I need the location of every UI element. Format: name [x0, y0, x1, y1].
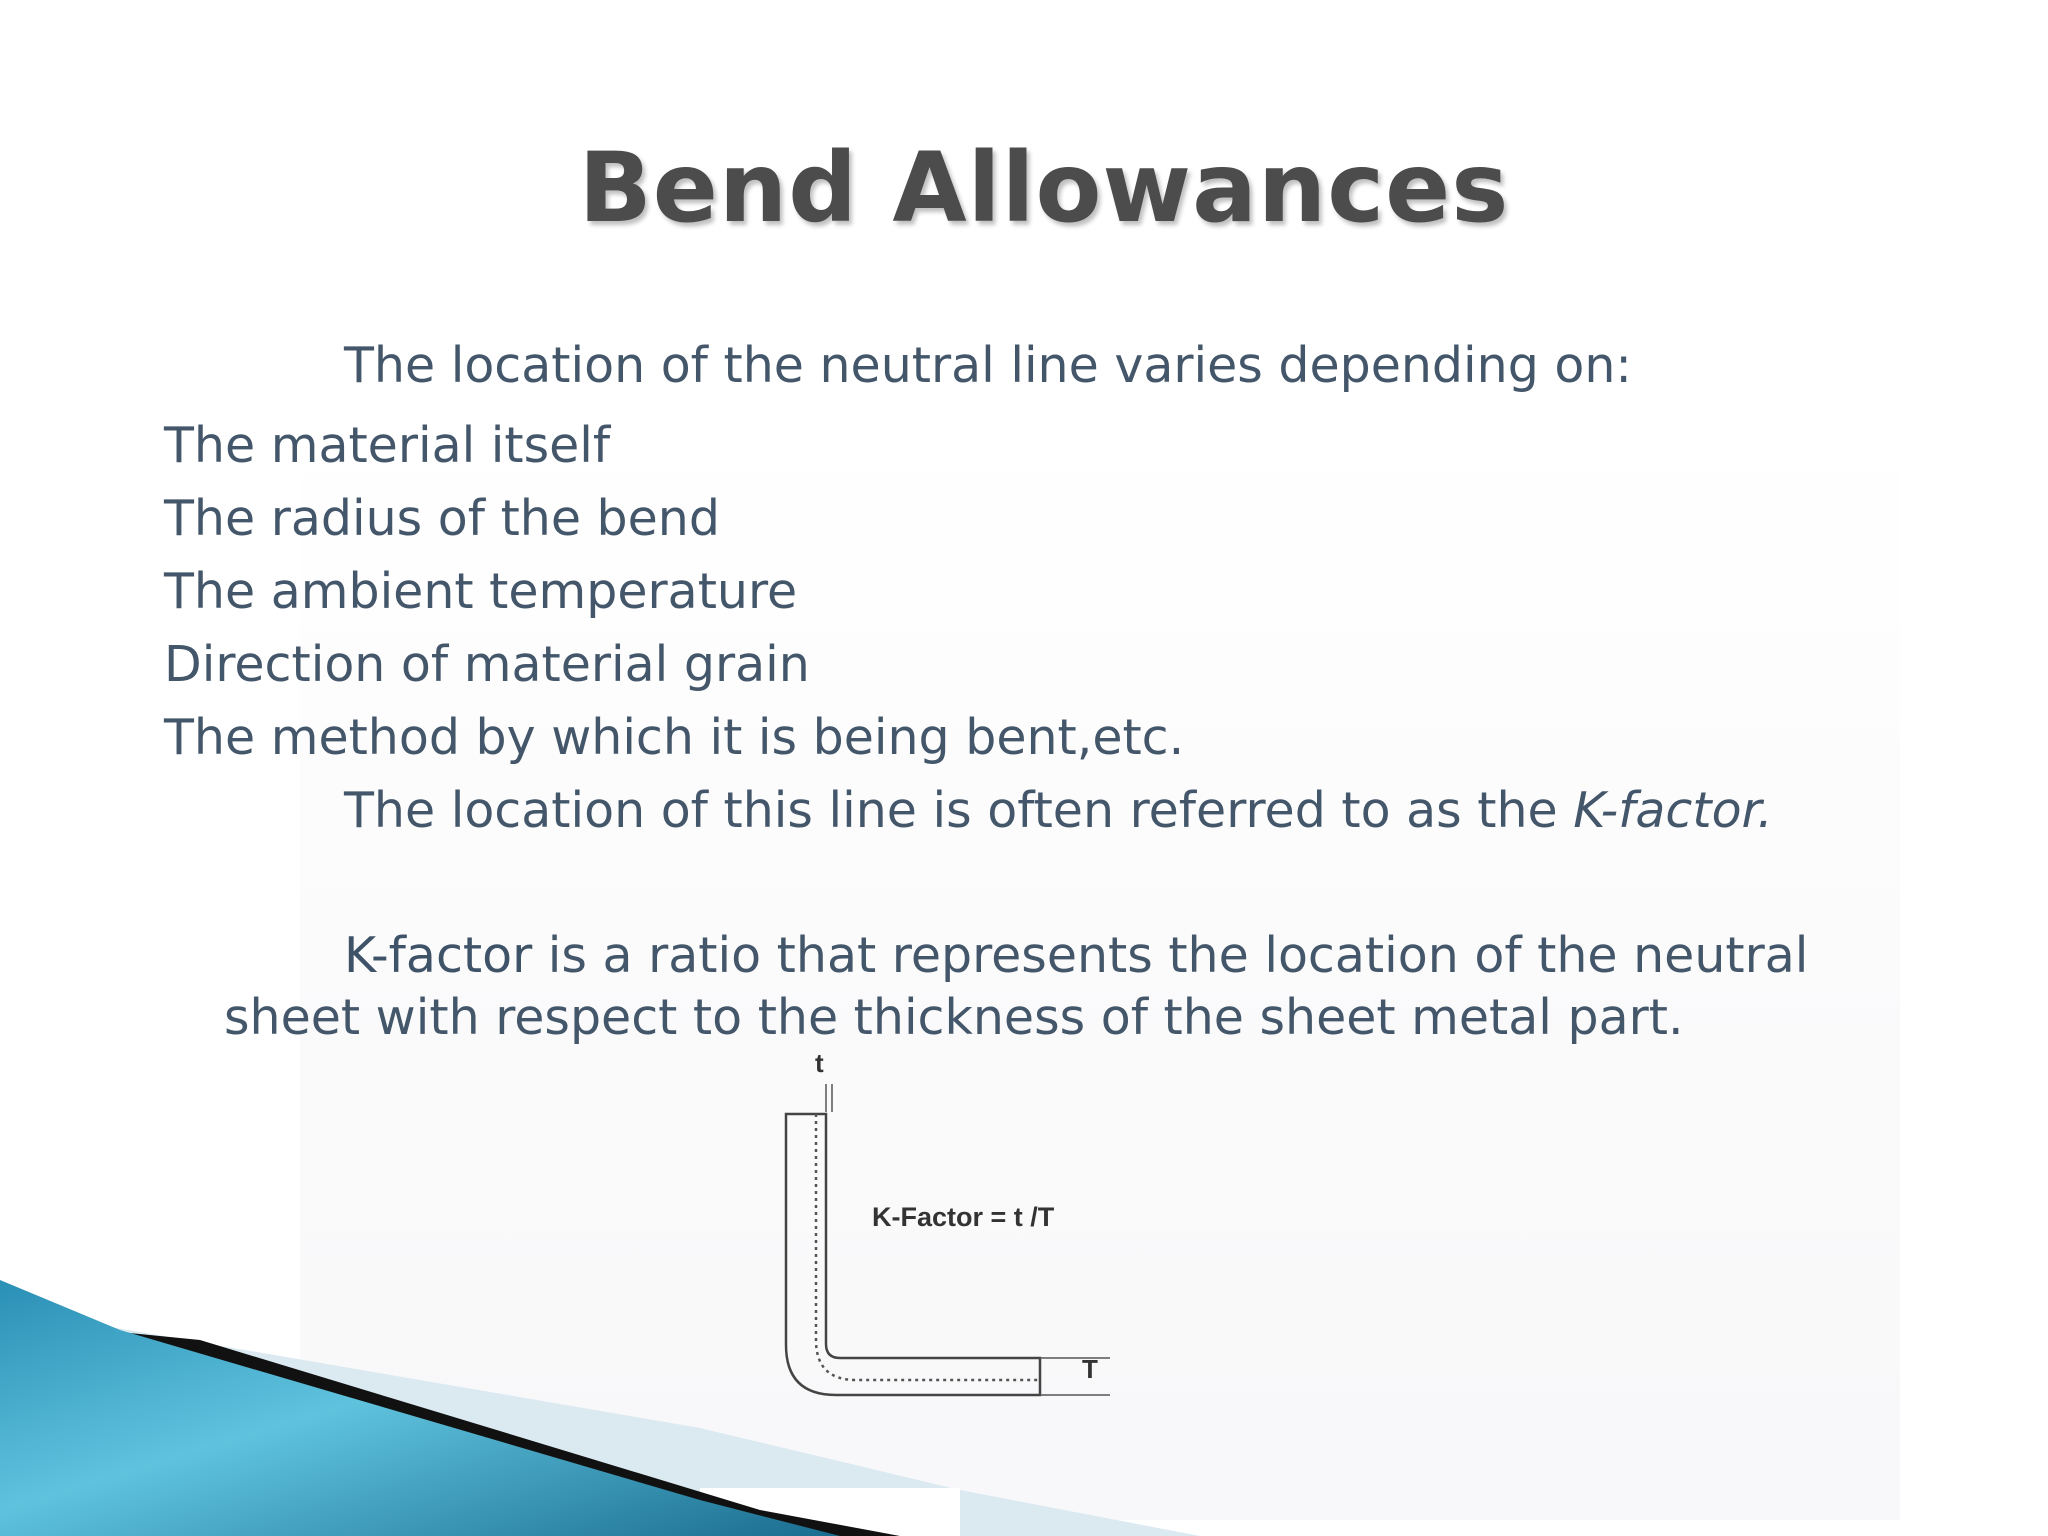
list-item: The radius of the bend	[164, 490, 720, 547]
list-item: The ambient temperature	[164, 563, 798, 620]
intro-text: The location of the neutral line varies depending on:	[344, 337, 1632, 394]
label-t: t	[815, 1048, 824, 1078]
kfactor-term: K-factor	[344, 927, 533, 984]
kfactor-definition-text: is a ratio that represents the location of the neutral	[532, 927, 1809, 984]
kfactor-definition-line1	[344, 926, 1808, 986]
list-item: The material itself	[164, 417, 611, 474]
neutral-line	[816, 1114, 1040, 1380]
kfactor-sentence	[344, 781, 1773, 841]
kfactor-formula: K-Factor = t /T	[872, 1202, 1055, 1232]
slide-title: Bend Allowances	[578, 132, 1510, 244]
list-item: Direction of material grain	[164, 636, 810, 693]
label-T: T	[1082, 1354, 1098, 1384]
list-item: The method by which it is being bent,etc.	[164, 709, 1185, 766]
kfactor-sentence-text: The location of this line is often referred to as the	[344, 782, 1574, 839]
kfactor-definition-line2: sheet with respect to the thickness of the sheet metal part.	[224, 989, 1684, 1046]
kfactor-diagram	[760, 1040, 1120, 1400]
kfactor-emphasis: K-factor.	[1573, 782, 1773, 839]
bent-sheet-outline	[786, 1114, 1040, 1395]
